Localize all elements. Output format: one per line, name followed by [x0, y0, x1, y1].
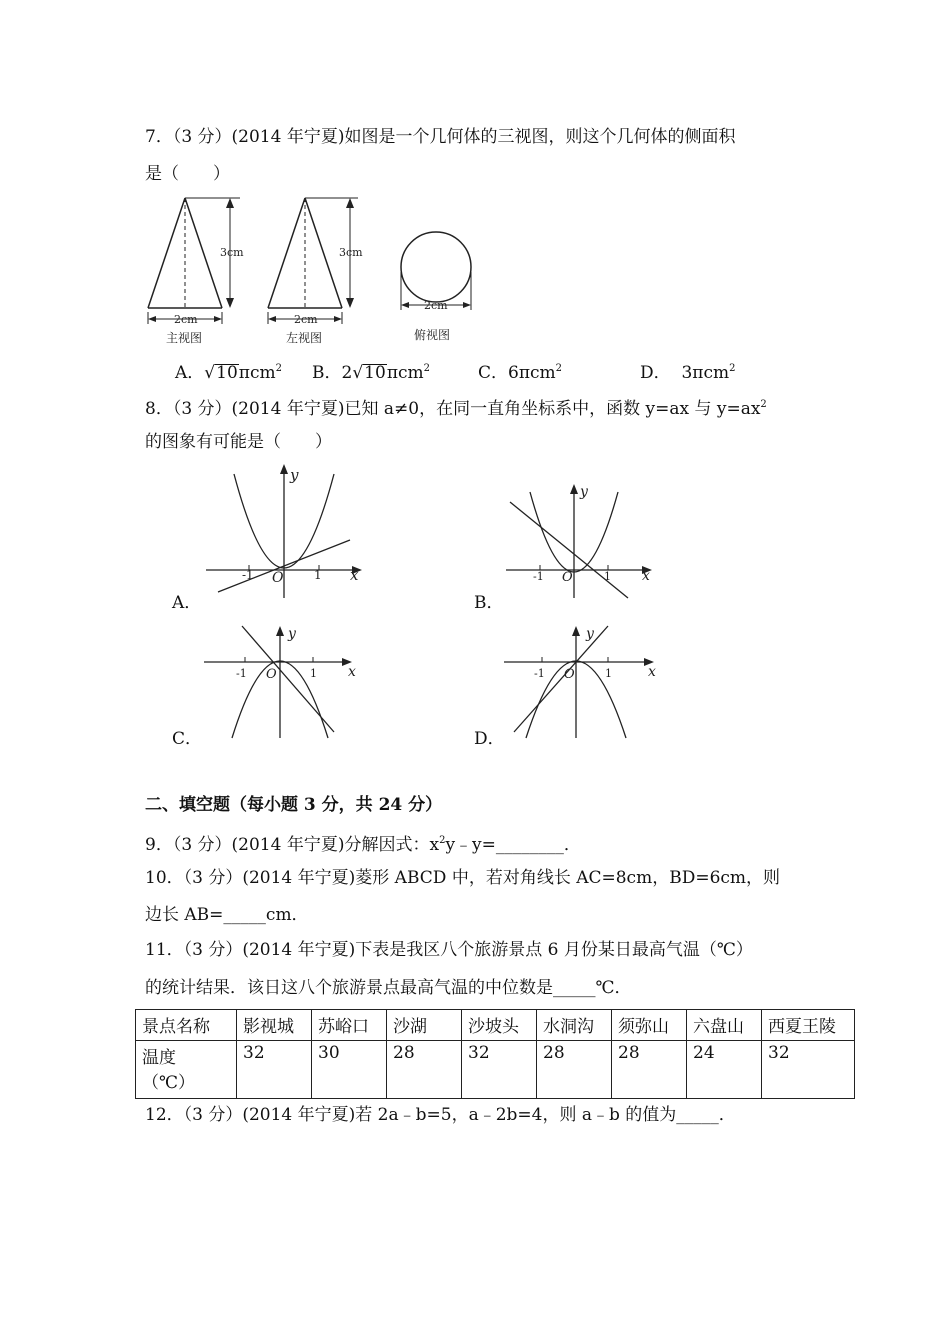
q8-stem-exp: 2: [760, 399, 767, 410]
axis-x-label: x: [348, 664, 356, 680]
table-cell: 24: [687, 1041, 762, 1099]
table-row: [136, 1041, 855, 1099]
tick-one: 1: [310, 667, 317, 680]
axis-x-label: x: [642, 568, 650, 584]
q8-option-a-label[interactable]: A．: [172, 593, 202, 613]
left-height-label: 3cm: [339, 246, 363, 259]
axis-y-label: y: [288, 626, 296, 642]
q7-option-a-unit: πcm: [238, 363, 276, 383]
q9-exp: 2: [439, 835, 446, 846]
q7-stem-line2: 是（ ）: [145, 164, 230, 184]
table-cell: 32: [462, 1041, 537, 1099]
table-cell: 28: [537, 1041, 612, 1099]
tick-one: 1: [314, 568, 322, 582]
q10-stem-line1: 10．（3 分）(2014 年宁夏)菱形 ABCD 中，若对角线长 AC=8cm，BD=6cm，则: [145, 868, 781, 888]
front-view: [148, 198, 240, 324]
table-cell: 28: [612, 1041, 687, 1099]
table-cell: 28: [387, 1041, 462, 1099]
q11-temperature-table: [135, 1009, 855, 1099]
axis-x-label: x: [350, 566, 359, 584]
section-2-title: 二、填空题（每小题 3 分，共 24 分）: [145, 795, 443, 815]
table-cell: 影视城: [237, 1010, 312, 1041]
q8-stem-line1: [145, 393, 767, 421]
table-cell: 水洞沟: [537, 1010, 612, 1041]
table-cell: 32: [237, 1041, 312, 1099]
q7-option-c[interactable]: [478, 358, 562, 383]
q11-stem-line2: 的统计结果．该日这八个旅游景点最高气温的中位数是_____℃．: [145, 978, 632, 998]
left-width-label: 2cm: [294, 313, 318, 326]
table-cell: 须弥山: [612, 1010, 687, 1041]
tick-neg-one: -1: [236, 667, 247, 680]
front-height-label: 3cm: [220, 246, 244, 259]
axis-x-label: x: [648, 664, 656, 680]
q8-graph-b: [500, 480, 665, 600]
tick-one: 1: [604, 570, 611, 583]
q10-stem-line2: 边长 AB=_____cm．: [145, 905, 309, 925]
origin-label: O: [266, 667, 277, 682]
q7-option-c-text: 6πcm: [508, 363, 556, 383]
q7-option-d-text: 3πcm: [681, 363, 730, 383]
q8-stem-text: 8．（3 分）(2014 年宁夏)已知 a≠0，在同一直角坐标系中，函数 y=ax 与 y=ax: [145, 399, 761, 419]
tick-neg-one: -1: [242, 568, 254, 582]
tick-neg-one: -1: [534, 667, 545, 680]
sqrt-sign: √: [352, 363, 364, 383]
q7-option-c-label: C．: [478, 363, 509, 383]
q7-stem-line1: 7．（3 分）(2014 年宁夏)如图是一个几何体的三视图，则这个几何体的侧面积: [145, 127, 736, 147]
top-caption: 俯视图: [414, 328, 451, 342]
q8-stem-line2: 的图象有可能是（ ）: [145, 432, 332, 452]
q7-option-d-exp: 2: [729, 363, 736, 374]
q7-option-b-unit: πcm: [386, 363, 424, 383]
row-label-line1: 温度: [142, 1048, 176, 1068]
q7-option-b-exp: 2: [423, 363, 431, 374]
q7-option-a[interactable]: [175, 358, 282, 383]
axis-y-label: y: [290, 466, 299, 484]
table-cell: 30: [312, 1041, 387, 1099]
q7-option-b[interactable]: [312, 358, 430, 383]
q7-option-b-coef: 2: [341, 363, 353, 383]
q7-three-views-figure: [140, 190, 480, 350]
front-width-label: 2cm: [174, 313, 198, 326]
axis-y-label: y: [580, 484, 588, 500]
tick-one: 1: [605, 667, 612, 680]
q8-graph-d: [500, 620, 665, 740]
left-view: [268, 198, 358, 324]
origin-label: O: [564, 667, 575, 682]
q9-stem: [145, 829, 581, 857]
top-width-label: 2cm: [424, 299, 448, 312]
table-cell: 六盘山: [687, 1010, 762, 1041]
q11-stem-line1: 11．（3 分）(2014 年宁夏)下表是我区八个旅游景点 6 月份某日最高气温（℃）: [145, 940, 753, 960]
q7-option-a-radicand: 10: [216, 363, 238, 383]
table-cell: 苏峪口: [312, 1010, 387, 1041]
q8-graph-a: [200, 462, 370, 602]
table-cell: 32: [762, 1041, 855, 1099]
table-row-label: [136, 1041, 237, 1099]
table-cell: 景点名称: [136, 1010, 237, 1041]
origin-label: O: [562, 570, 573, 585]
q8-option-c-label[interactable]: C．: [172, 729, 203, 749]
q9-text-pre: 9．（3 分）(2014 年宁夏)分解因式：x: [145, 835, 440, 855]
row-label-line2: （℃）: [142, 1073, 196, 1093]
left-caption: 左视图: [286, 331, 323, 345]
table-cell: 沙坡头: [462, 1010, 537, 1041]
q7-option-a-exp: 2: [275, 363, 282, 374]
origin-label: O: [272, 570, 284, 586]
table-header-row: [136, 1010, 855, 1041]
q12-stem: 12．（3 分）(2014 年宁夏)若 2a﹣b=5，a﹣2b=4，则 a﹣b 的值为_____．: [145, 1105, 736, 1125]
table-cell: 西夏王陵: [762, 1010, 855, 1041]
table-cell: 沙湖: [387, 1010, 462, 1041]
q9-text-post: y﹣y=________．: [445, 835, 581, 855]
q7-option-b-label: B．: [312, 363, 342, 383]
q8-option-b-label[interactable]: B．: [474, 593, 504, 613]
front-caption: 主视图: [166, 331, 203, 345]
q7-option-c-exp: 2: [555, 363, 563, 374]
q8-option-d-label[interactable]: D．: [474, 729, 505, 749]
sqrt-sign: √: [204, 363, 216, 383]
axis-y-label: y: [586, 626, 594, 642]
q8-graph-c: [200, 620, 365, 740]
q7-option-d[interactable]: [640, 358, 735, 383]
q7-option-a-label: A．: [175, 363, 205, 383]
tick-neg-one: -1: [533, 570, 544, 583]
q7-option-d-label: D．: [640, 363, 671, 383]
q7-option-b-radicand: 10: [364, 363, 386, 383]
